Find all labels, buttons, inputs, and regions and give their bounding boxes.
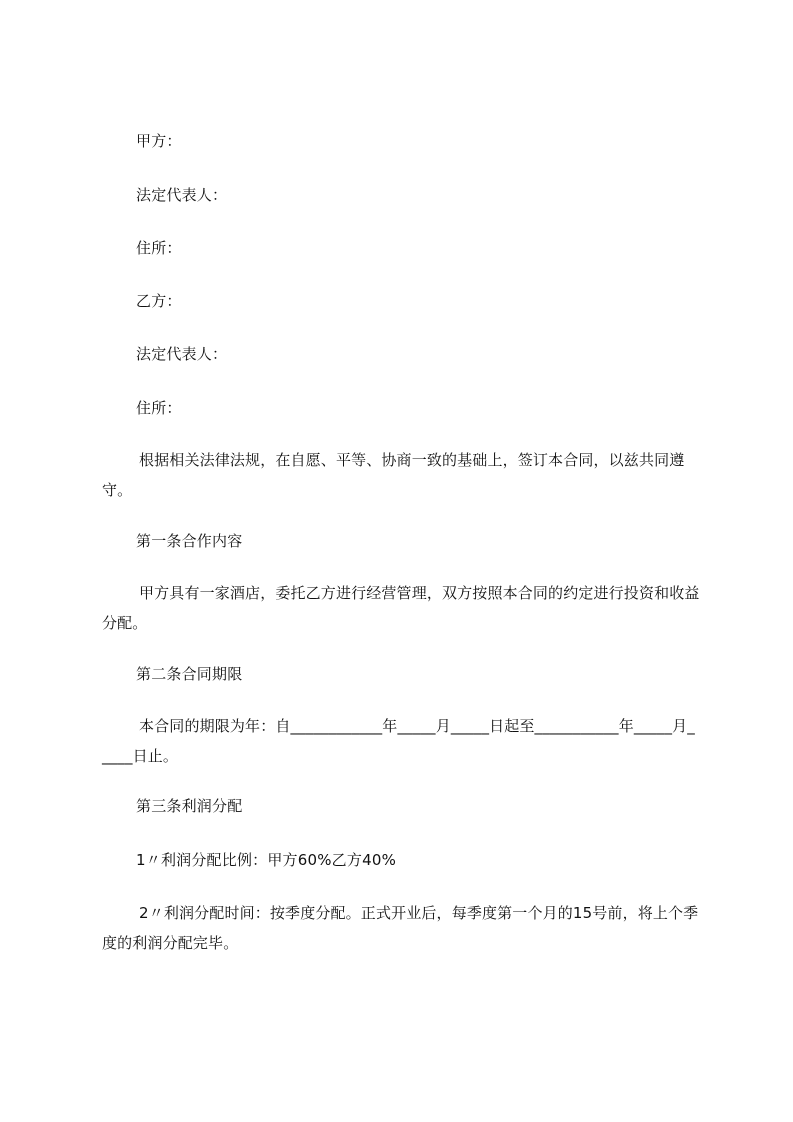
article-3-item-1: 1〃利润分配比例：甲方60%乙方40% [136, 851, 397, 869]
article-2-title: 第二条合同期限 [136, 665, 243, 683]
article-1-title: 第一条合作内容 [136, 532, 243, 550]
party-a-label: 甲方： [136, 132, 182, 150]
article-1-body: 甲方具有一家酒店，委托乙方进行经营管理，双方按照本合同的约定进行投资和收益分配。 [102, 584, 700, 632]
article-2-body: 本合同的期限为年：自____________年_____月_____日起至___________年_____月_____日止。 [102, 717, 695, 765]
party-a-address-label: 住所： [136, 239, 182, 257]
party-b-representative-label: 法定代表人： [136, 345, 228, 363]
party-b-address-label: 住所： [136, 399, 182, 417]
article-3-title: 第三条利润分配 [136, 797, 243, 815]
article-3-item-2: 2〃利润分配时间：按季度分配。正式开业后，每季度第一个月的15号前，将上个季度的利润分配完毕。 [102, 904, 699, 952]
party-b-label: 乙方： [136, 292, 182, 310]
preamble-paragraph: 根据相关法律法规，在自愿、平等、协商一致的基础上，签订本合同，以兹共同遵守。 [102, 451, 685, 499]
party-a-representative-label: 法定代表人： [136, 186, 228, 204]
